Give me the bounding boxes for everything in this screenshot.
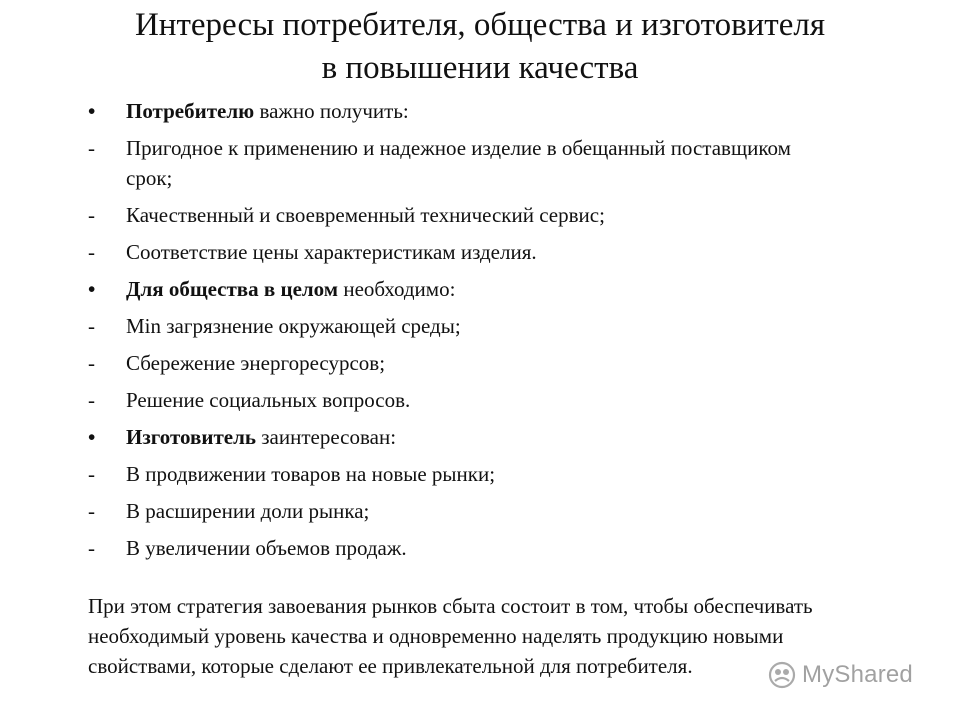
title-line-2: в повышении качества	[321, 50, 639, 86]
dash-mark: -	[88, 203, 95, 227]
slide-title	[60, 4, 900, 90]
section-heading-bold: Потребителю	[126, 99, 255, 123]
section-heading-consumer	[88, 96, 888, 126]
section-heading-rest: важно получить:	[254, 99, 409, 123]
myshared-logo-icon	[768, 661, 796, 689]
dash-mark: -	[88, 499, 95, 523]
dash-mark: -	[88, 240, 95, 264]
dash-mark: -	[88, 136, 95, 160]
list-item-text: Решение социальных вопросов.	[126, 388, 411, 412]
conclusion-paragraph: При этом стратегия завоевания рынков сбыта состоит в том, чтобы обеспечивать необходимый уровень качества и одновременно наделять продукцию новыми свойствами, которые сделают ее привлекательной для потребителя.	[88, 594, 813, 678]
list-item-text: Соответствие цены характеристикам изделия.	[126, 240, 537, 264]
section-heading-rest: необходимо:	[338, 277, 456, 301]
list-item	[88, 311, 888, 341]
content-list	[88, 96, 888, 570]
list-item-text: Качественный и своевременный технический сервис;	[126, 203, 605, 227]
bullet-mark: •	[88, 99, 96, 123]
bullet-mark: •	[88, 277, 96, 301]
title-line-1: Интересы потребителя, общества и изготовителя	[134, 7, 826, 43]
list-item	[88, 348, 888, 378]
dash-mark: -	[88, 314, 95, 338]
section-heading-manufacturer	[88, 422, 888, 452]
watermark[interactable]	[768, 658, 938, 692]
section-heading-bold: Изготовитель	[126, 425, 256, 449]
list-item-text: Min загрязнение окружающей среды;	[126, 314, 461, 338]
list-item	[88, 496, 888, 526]
list-item	[88, 533, 888, 563]
list-item-text: В продвижении товаров на новые рынки;	[126, 462, 496, 486]
list-item-text: В увеличении объемов продаж.	[126, 536, 407, 560]
list-item	[88, 200, 888, 230]
dash-mark: -	[88, 351, 95, 375]
list-item	[88, 459, 888, 489]
watermark-text: MyShared	[802, 661, 913, 688]
list-item-text: Сбережение энергоресурсов;	[126, 351, 386, 375]
list-item-text: Пригодное к применению и надежное изделие в обещанный поставщиком срок;	[126, 136, 791, 190]
section-heading-bold: Для общества в целом	[126, 277, 339, 301]
list-item	[88, 385, 888, 415]
section-heading-rest: заинтересован:	[256, 425, 397, 449]
dash-mark: -	[88, 462, 95, 486]
list-item	[88, 133, 888, 193]
section-heading-society	[88, 274, 888, 304]
list-item	[88, 237, 888, 267]
dash-mark: -	[88, 388, 95, 412]
dash-mark: -	[88, 536, 95, 560]
bullet-mark: •	[88, 425, 96, 449]
list-item-text: В расширении доли рынка;	[126, 499, 370, 523]
